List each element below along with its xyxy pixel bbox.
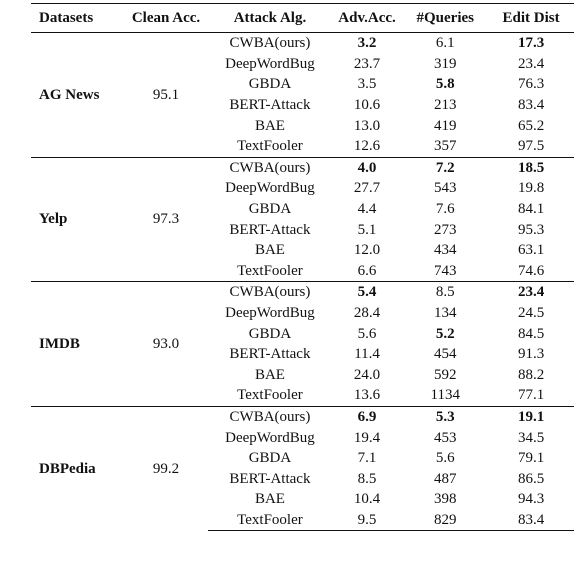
cell-attack-alg: BERT-Attack: [229, 97, 311, 114]
cell-adv-acc: 11.4: [354, 346, 380, 363]
table-row: [31, 157, 574, 178]
results-table: [31, 3, 574, 531]
cell-queries: 5.3: [402, 406, 488, 427]
cell-attack-alg: GBDA: [248, 325, 292, 342]
cell-adv-acc: 5.1: [357, 221, 377, 238]
table-row: [31, 282, 574, 303]
cell-edit-dist: 24.5: [517, 305, 545, 322]
cell-edit-dist: 84.1: [517, 201, 545, 218]
cell-attack-alg: BAE: [254, 242, 285, 259]
cell-edit-dist: 83.4: [488, 510, 574, 531]
cell-attack-alg: CWBA(ours): [208, 157, 332, 178]
cell-adv-acc: 9.5: [332, 510, 403, 531]
cell-clean-acc: 93.0: [124, 282, 208, 407]
cell-queries: 1134: [430, 387, 460, 404]
cell-adv-acc: 12.6: [353, 138, 381, 155]
cell-adv-acc: 3.2: [332, 33, 403, 54]
header-row: [31, 4, 574, 33]
cell-edit-dist: 74.6: [517, 262, 545, 279]
cell-attack-alg: BAE: [254, 366, 285, 383]
cell-dataset: Yelp: [31, 157, 124, 282]
cell-clean-acc: 97.3: [124, 157, 208, 282]
cell-edit-dist: 65.2: [517, 117, 545, 134]
cell-attack-alg: BERT-Attack: [229, 346, 311, 363]
cell-adv-acc: 4.0: [332, 157, 403, 178]
cell-queries: 319: [434, 55, 457, 72]
cell-queries: 7.2: [402, 157, 488, 178]
cell-queries: 592: [434, 366, 457, 383]
cell-queries: 7.6: [435, 201, 455, 218]
cell-edit-dist: 19.1: [488, 406, 574, 427]
cell-edit-dist: 17.3: [488, 33, 574, 54]
cell-queries: 543: [434, 180, 457, 197]
header-clean-acc: Clean Acc.: [124, 4, 208, 33]
cell-queries: 419: [434, 117, 457, 134]
cell-edit-dist: 76.3: [517, 76, 545, 93]
cell-edit-dist: 77.1: [517, 387, 545, 404]
cell-adv-acc: 10.6: [353, 97, 381, 114]
cell-adv-acc: 5.4: [332, 282, 403, 303]
cell-edit-dist: 83.4: [517, 97, 545, 114]
table-row: [31, 406, 574, 427]
cell-edit-dist: 23.4: [517, 55, 545, 72]
cell-adv-acc: 19.4: [353, 429, 381, 446]
cell-attack-alg: BERT-Attack: [229, 221, 311, 238]
cell-attack-alg: GBDA: [248, 201, 292, 218]
cell-queries: 453: [434, 429, 457, 446]
cell-queries: 8.5: [402, 282, 488, 303]
cell-edit-dist: 18.5: [488, 157, 574, 178]
cell-queries: 5.6: [435, 450, 455, 467]
cell-adv-acc: 10.4: [353, 491, 381, 508]
header-adv-acc: Adv.Acc.: [332, 4, 403, 33]
cell-attack-alg: TextFooler: [237, 138, 303, 155]
cell-attack-alg: BERT-Attack: [229, 470, 311, 487]
cell-edit-dist: 91.3: [517, 346, 545, 363]
table-row: [31, 33, 574, 54]
cell-adv-acc: 3.5: [357, 76, 377, 93]
cell-queries: 743: [434, 262, 457, 279]
cell-edit-dist: 79.1: [517, 450, 545, 467]
cell-queries: 454: [434, 346, 457, 363]
table-header: [31, 4, 574, 33]
cell-adv-acc: 28.4: [353, 305, 381, 322]
cell-adv-acc: 5.6: [357, 325, 377, 342]
cell-clean-acc: 99.2: [124, 406, 208, 531]
cell-edit-dist: 95.3: [517, 221, 545, 238]
cell-attack-alg: TextFooler: [237, 262, 303, 279]
cell-attack-alg: DeepWordBug: [225, 305, 315, 322]
cell-attack-alg: DeepWordBug: [225, 429, 315, 446]
cell-adv-acc: 13.6: [353, 387, 381, 404]
cell-clean-acc: 95.1: [124, 33, 208, 158]
cell-edit-dist: 97.5: [517, 138, 545, 155]
cell-queries: 487: [434, 470, 457, 487]
cell-queries: 357: [434, 138, 457, 155]
cell-queries: 134: [434, 305, 457, 322]
cell-attack-alg: DeepWordBug: [225, 180, 315, 197]
cell-attack-alg: CWBA(ours): [208, 33, 332, 54]
cell-queries: 5.8: [435, 76, 455, 93]
cell-queries: 829: [402, 510, 488, 531]
cell-dataset: DBPedia: [31, 406, 124, 531]
cell-attack-alg: TextFooler: [208, 510, 332, 531]
cell-adv-acc: 24.0: [353, 366, 381, 383]
table-body: [31, 33, 574, 531]
cell-edit-dist: 88.2: [517, 366, 545, 383]
cell-queries: 398: [434, 491, 457, 508]
cell-attack-alg: BAE: [254, 491, 285, 508]
cell-edit-dist: 23.4: [488, 282, 574, 303]
cell-adv-acc: 6.9: [332, 406, 403, 427]
header-edit-dist: Edit Dist: [488, 4, 574, 33]
cell-attack-alg: DeepWordBug: [225, 55, 315, 72]
cell-queries: 213: [434, 97, 457, 114]
cell-edit-dist: 63.1: [517, 242, 545, 259]
cell-adv-acc: 23.7: [353, 55, 381, 72]
cell-attack-alg: GBDA: [248, 76, 292, 93]
cell-edit-dist: 19.8: [517, 180, 545, 197]
cell-edit-dist: 94.3: [517, 491, 545, 508]
cell-attack-alg: CWBA(ours): [208, 282, 332, 303]
cell-adv-acc: 8.5: [357, 470, 377, 487]
cell-attack-alg: BAE: [254, 117, 285, 134]
cell-adv-acc: 27.7: [353, 180, 381, 197]
cell-attack-alg: TextFooler: [237, 387, 303, 404]
cell-queries: 5.2: [435, 325, 455, 342]
cell-edit-dist: 34.5: [517, 429, 545, 446]
cell-adv-acc: 12.0: [353, 242, 381, 259]
cell-adv-acc: 6.6: [357, 262, 377, 279]
cell-adv-acc: 13.0: [353, 117, 381, 134]
header-datasets: Datasets: [31, 4, 124, 33]
header-queries: #Queries: [402, 4, 488, 33]
cell-attack-alg: GBDA: [248, 450, 292, 467]
cell-dataset: AG News: [31, 33, 124, 158]
cell-queries: 6.1: [402, 33, 488, 54]
cell-queries: 273: [434, 221, 457, 238]
cell-attack-alg: CWBA(ours): [208, 406, 332, 427]
cell-edit-dist: 84.5: [517, 325, 545, 342]
cell-dataset: IMDB: [31, 282, 124, 407]
header-attack-alg: Attack Alg.: [208, 4, 332, 33]
cell-adv-acc: 4.4: [357, 201, 377, 218]
cell-edit-dist: 86.5: [517, 470, 545, 487]
cell-adv-acc: 7.1: [357, 450, 377, 467]
cell-queries: 434: [434, 242, 457, 259]
